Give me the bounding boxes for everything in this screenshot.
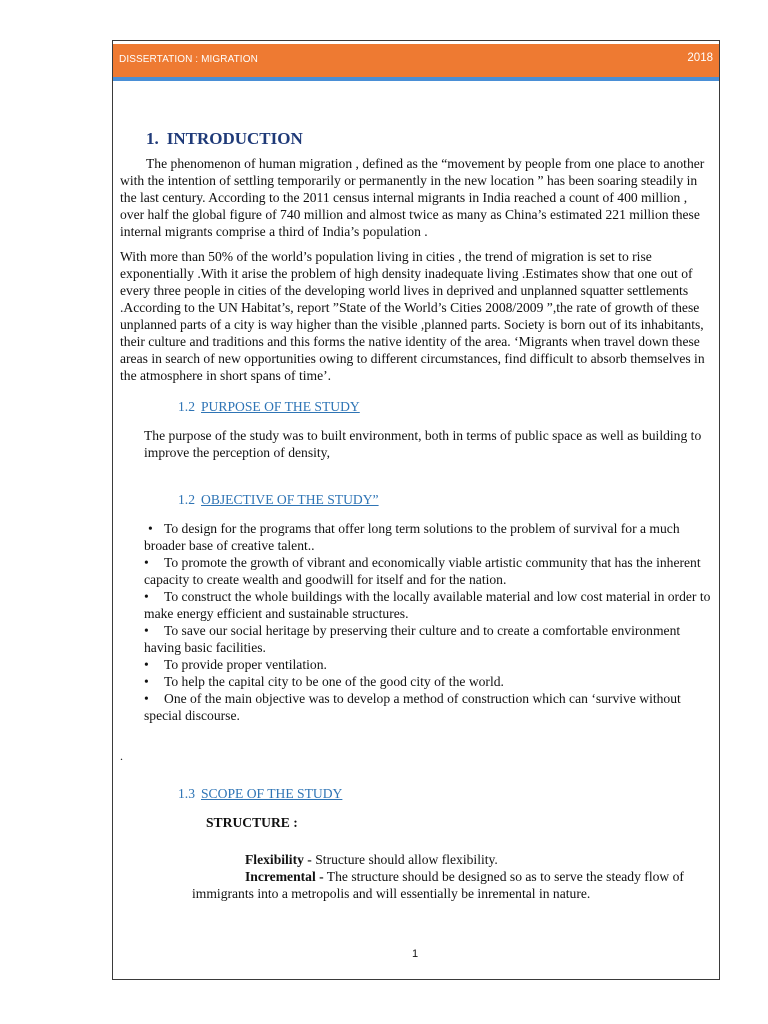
bullet-icon: •: [144, 657, 149, 672]
objective-item-text: To help the capital city to be one of the good city of the world.: [164, 674, 504, 689]
objective-item: [144, 690, 712, 724]
definition-term: Flexibility -: [245, 852, 312, 867]
objective-item-text: To provide proper ventilation.: [164, 657, 327, 672]
definition-term: Incremental -: [245, 869, 324, 884]
intro-paragraph-2: With more than 50% of the world’s population living in cities , the trend of migration is set to rise exponentially .With it arise the problem of high density inadequate living .Estimates show that one out of every three people in cities of the developing world lives in deprived and unplanned squatter settlements .According to the UN Habitat’s, report ”State of the World’s Cities 2008/2009 ”,the rate of growth of these unplanned parts of a city is way higher than the visible ,planned parts. Society is born out of its inhabitants, their culture and traditions and this forms the native identity of the area. ‘Migrants when travel down these areas in search of new opportunities owing to different circumstances, find difficult to absorb themselves in the atmosphere in short spans of time’.: [120, 249, 705, 383]
structure-definitions: [192, 851, 712, 902]
definition-text: Structure should allow flexibility.: [311, 852, 498, 867]
scope-heading-title: SCOPE OF THE STUDY: [201, 786, 343, 801]
page-number: 1: [412, 948, 419, 960]
objective-list: [144, 520, 712, 724]
definition-text: The structure should be designed so as to serve the steady flow of immigrants into a metropolis and will essentially be inremental in nature.: [192, 869, 684, 901]
objective-item-text: To construct the whole buildings with the locally available material and low cost material in order to make energy efficient and sustainable structures.: [144, 589, 711, 621]
page-content: [120, 130, 712, 902]
objective-item: [144, 588, 712, 622]
purpose-heading: [178, 398, 712, 415]
objective-item: [144, 673, 712, 690]
objective-heading-title: OBJECTIVE OF THE STUDY”: [201, 492, 379, 507]
objective-item-text: To design for the programs that offer long term solutions to the problem of survival for a much broader base of creative talent..: [144, 521, 680, 553]
objective-item-text: One of the main objective was to develop a method of construction which can ‘survive without special discourse.: [144, 691, 681, 723]
bullet-icon: •: [144, 674, 149, 689]
scope-heading-number: 1.3: [178, 786, 195, 801]
header-title: DISSERTATION : MIGRATION: [119, 54, 258, 65]
structure-subheading: STRUCTURE :: [206, 815, 298, 830]
document-header: [113, 44, 719, 77]
bullet-icon: •: [144, 555, 149, 570]
bullet-icon: •: [144, 691, 149, 706]
objective-heading: [178, 491, 712, 508]
header-divider: [113, 77, 719, 81]
bullet-icon: •: [148, 521, 153, 536]
intro-heading: [146, 130, 712, 147]
header-year: 2018: [687, 52, 713, 64]
definition-incremental: [192, 868, 712, 902]
purpose-heading-title: PURPOSE OF THE STUDY: [201, 399, 360, 414]
objective-item: [144, 656, 712, 673]
purpose-paragraph: The purpose of the study was to built environment, both in terms of public space as well as building to improve the perception of density,: [144, 428, 702, 460]
objective-item-text: To promote the growth of vibrant and economically viable artistic community that has the inherent capacity to create wealth and goodwill for itself and for the nation.: [144, 555, 701, 587]
bullet-icon: •: [144, 623, 149, 638]
bullet-icon: •: [144, 589, 149, 604]
intro-heading-number: 1.: [146, 129, 159, 148]
purpose-heading-number: 1.2: [178, 399, 195, 414]
intro-paragraph-1: The phenomenon of human migration , defined as the “movement by people from one place to another with the intention of settling temporarily or permanently in the new location ” has been soaring steadily in the last century. According to the 2011 census internal migrants in India reached a count of 400 million , over half the global figure of 740 million and almost twice as many as China’s estimated 221 million these internal migrants comprise a third of India’s population .: [120, 156, 705, 239]
stray-period: .: [120, 749, 123, 763]
objective-item-text: To save our social heritage by preserving their culture and to create a comfortable environment having basic facilities.: [144, 623, 681, 655]
objective-heading-number: 1.2: [178, 492, 195, 507]
scope-heading: [178, 785, 712, 802]
intro-heading-title: INTRODUCTION: [166, 129, 303, 148]
definition-flexibility: [192, 851, 712, 868]
objective-item: [144, 520, 712, 554]
objective-item: [144, 554, 712, 588]
objective-item: [144, 622, 712, 656]
